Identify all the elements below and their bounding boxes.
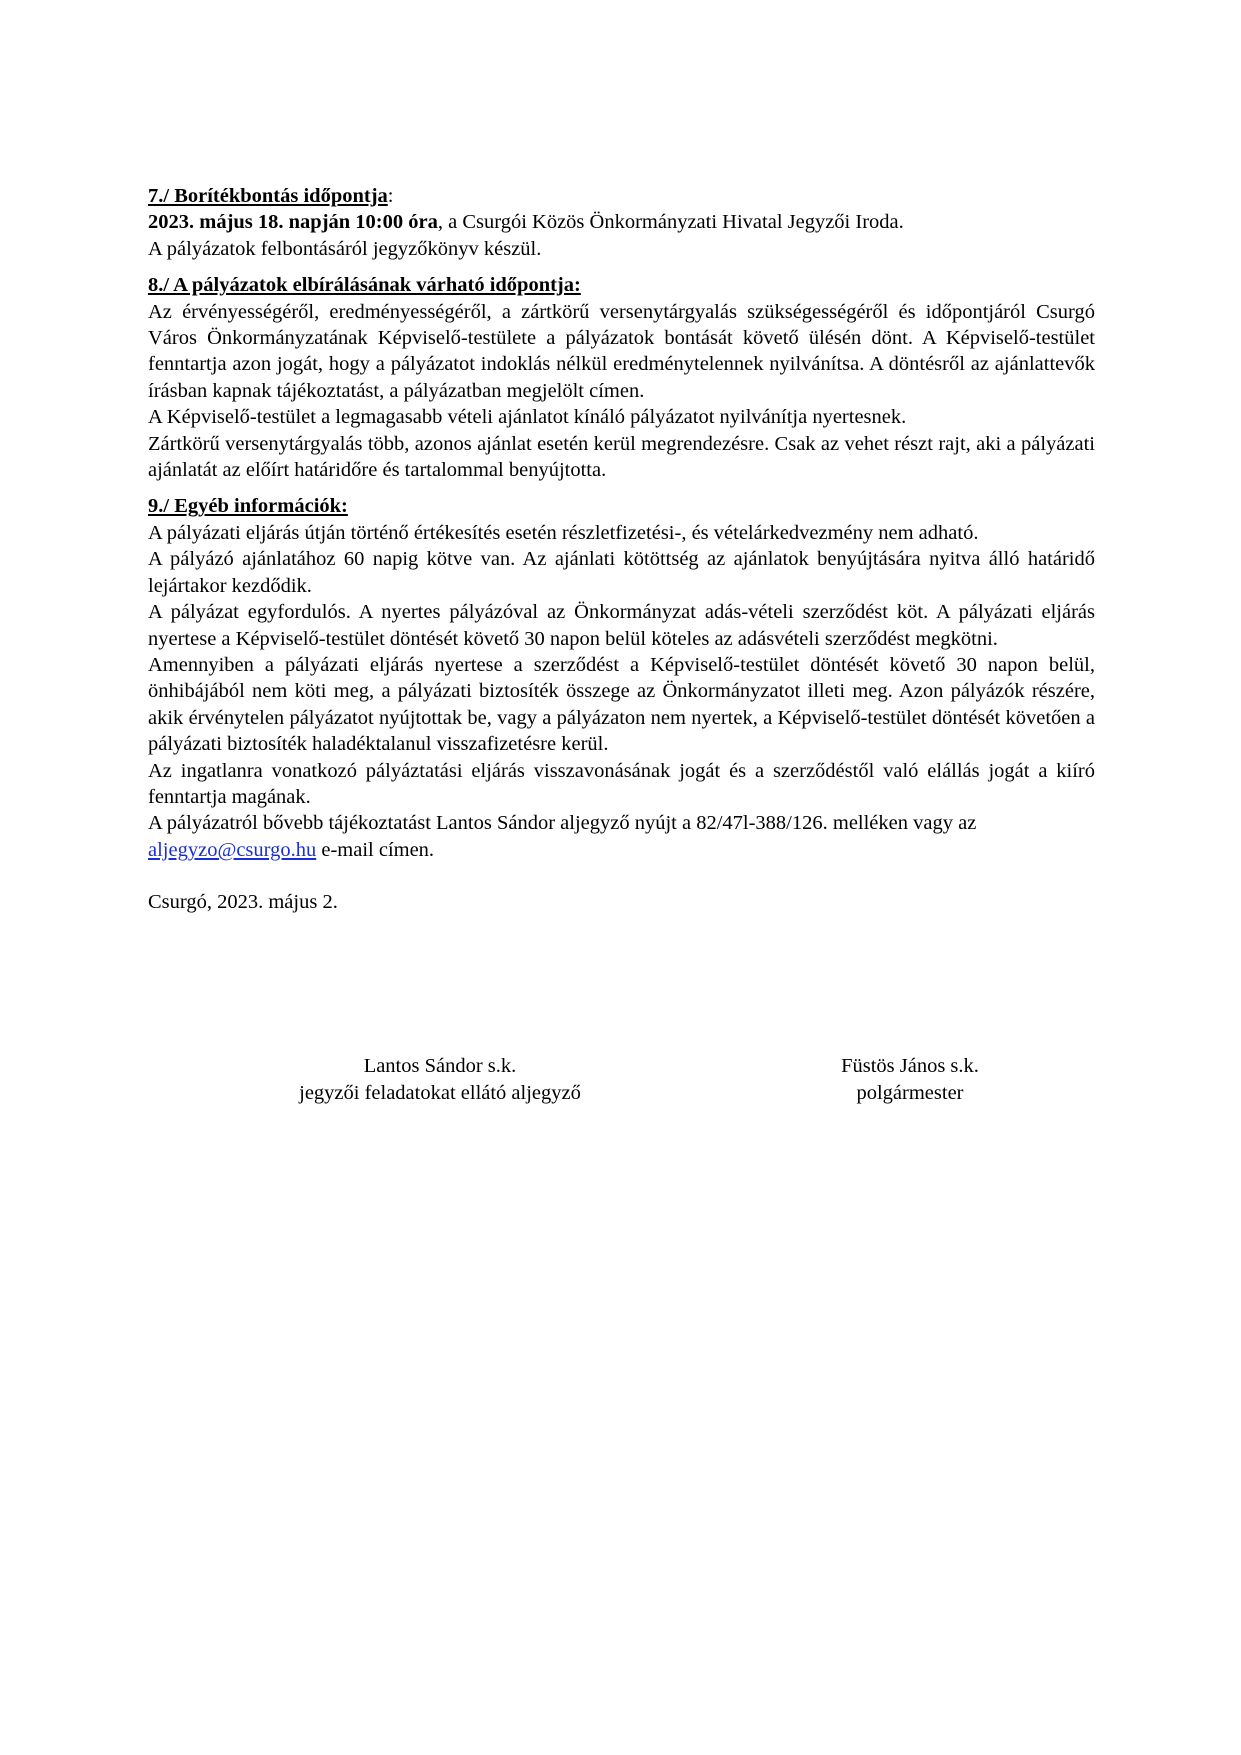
signature-left: [240, 1053, 640, 1107]
section-7: [148, 183, 1095, 262]
section-9-paragraph-5: Az ingatlanra vonatkozó pályáztatási eljárás visszavonásának jogát és a szerződéstől való elállás jogát a kiíró fenntartja magának.: [148, 759, 1095, 808]
section-9-paragraph-4: Amennyiben a pályázati eljárás nyertese a szerződést a Képviselő-testület döntését követő 30 napon belül, önhibájából nem köti meg, a pályázati biztosíték összege az Önkormányzatot illeti meg. Azon pályázók részére, akik érvénytelen pályázatot nyújtottak be, vagy a pályázaton nem nyertek, a Képviselő-testület döntését követően a pályázati biztosíték haladéktalanul visszafizetésre kerül.: [148, 653, 1095, 756]
contact-email-suffix: e-mail címen.: [316, 838, 435, 861]
section-8-paragraph-1: Az érvényességéről, eredményességéről, a zártkörű versenytárgyalás szükségességéről és időpontjáról Csurgó Város Önkormányzatának Képviselő-testülete a pályázatok bontását követő ülésén dönt. A Képviselő-testület fenntartja azon jogát, hogy a pályázatot indoklás nélkül eredménytelennek nyilvánítsa. A döntésről az ajánlattevők írásban kapnak tájékoztatást, a pályázatban megjelölt címen.: [148, 300, 1095, 402]
signature-right-name: Füstös János s.k.: [841, 1055, 979, 1077]
document-date: Csurgó, 2023. május 2.: [148, 891, 338, 914]
minutes-note: A pályázatok felbontásáról jegyzőkönyv készül.: [148, 237, 542, 260]
signature-left-name: Lantos Sándor s.k.: [363, 1055, 517, 1077]
opening-date: 2023. május 18. napján 10:00 óra: [148, 211, 438, 234]
contact-email-line: [148, 837, 1095, 863]
section-9-paragraph-1: A pályázati eljárás útján történő értékesítés esetén részletfizetési-, és vételárkedvezmény nem adható.: [148, 521, 979, 544]
section-9-paragraph-2: A pályázó ajánlatához 60 napig kötve van. Az ajánlati kötöttség az ajánlatok benyújtására nyitva álló határidő lejártakor kezdődik.: [148, 548, 1095, 597]
section-8: [148, 272, 1095, 483]
section-9: [148, 493, 1095, 863]
section-8-heading: 8./ A pályázatok elbírálásának várható időpontja:: [148, 274, 581, 297]
section-7-heading-line: [148, 183, 1095, 209]
contact-email-link[interactable]: aljegyzo@csurgo.hu: [148, 838, 317, 861]
section-8-paragraph-3: Zártkörű versenytárgyalás több, azonos ajánlat esetén kerül megrendezésre. Csak az vehet részt rajt, aki a pályázati ajánlatát az előírt határidőre és tartalommal benyújtotta.: [148, 432, 1095, 482]
signature-right: [760, 1053, 1060, 1107]
section-9-paragraph-3: A pályázat egyfordulós. A nyertes pályázóval az Önkormányzat adás-vételi szerződést köt. A pályázati eljárás nyertese a Képviselő-testület döntését követő 30 napon belül köteles az adásvételi szerződést megkötni.: [148, 601, 1095, 650]
opening-location: , a Csurgói Közös Önkormányzati Hivatal Jegyzői Iroda.: [437, 211, 904, 234]
signature-right-title: polgármester: [856, 1082, 964, 1104]
opening-date-line: [148, 209, 1095, 235]
signature-left-title: jegyzői feladatokat ellátó aljegyző: [299, 1082, 581, 1104]
document-body: [148, 183, 1095, 916]
section-7-heading: 7./ Borítékbontás időpontja: [148, 185, 388, 207]
section-9-paragraph-6: A pályázatról bővebb tájékoztatást Lantos Sándor aljegyző nyújt a 82/47l-388/126. melléken vagy az: [148, 812, 977, 835]
section-9-heading: 9./ Egyéb információk:: [148, 495, 348, 518]
section-7-colon: :: [387, 185, 394, 207]
section-8-paragraph-2: A Képviselő-testület a legmagasabb vételi ajánlatot kínáló pályázatot nyilvánítja nyertesnek.: [148, 406, 907, 429]
